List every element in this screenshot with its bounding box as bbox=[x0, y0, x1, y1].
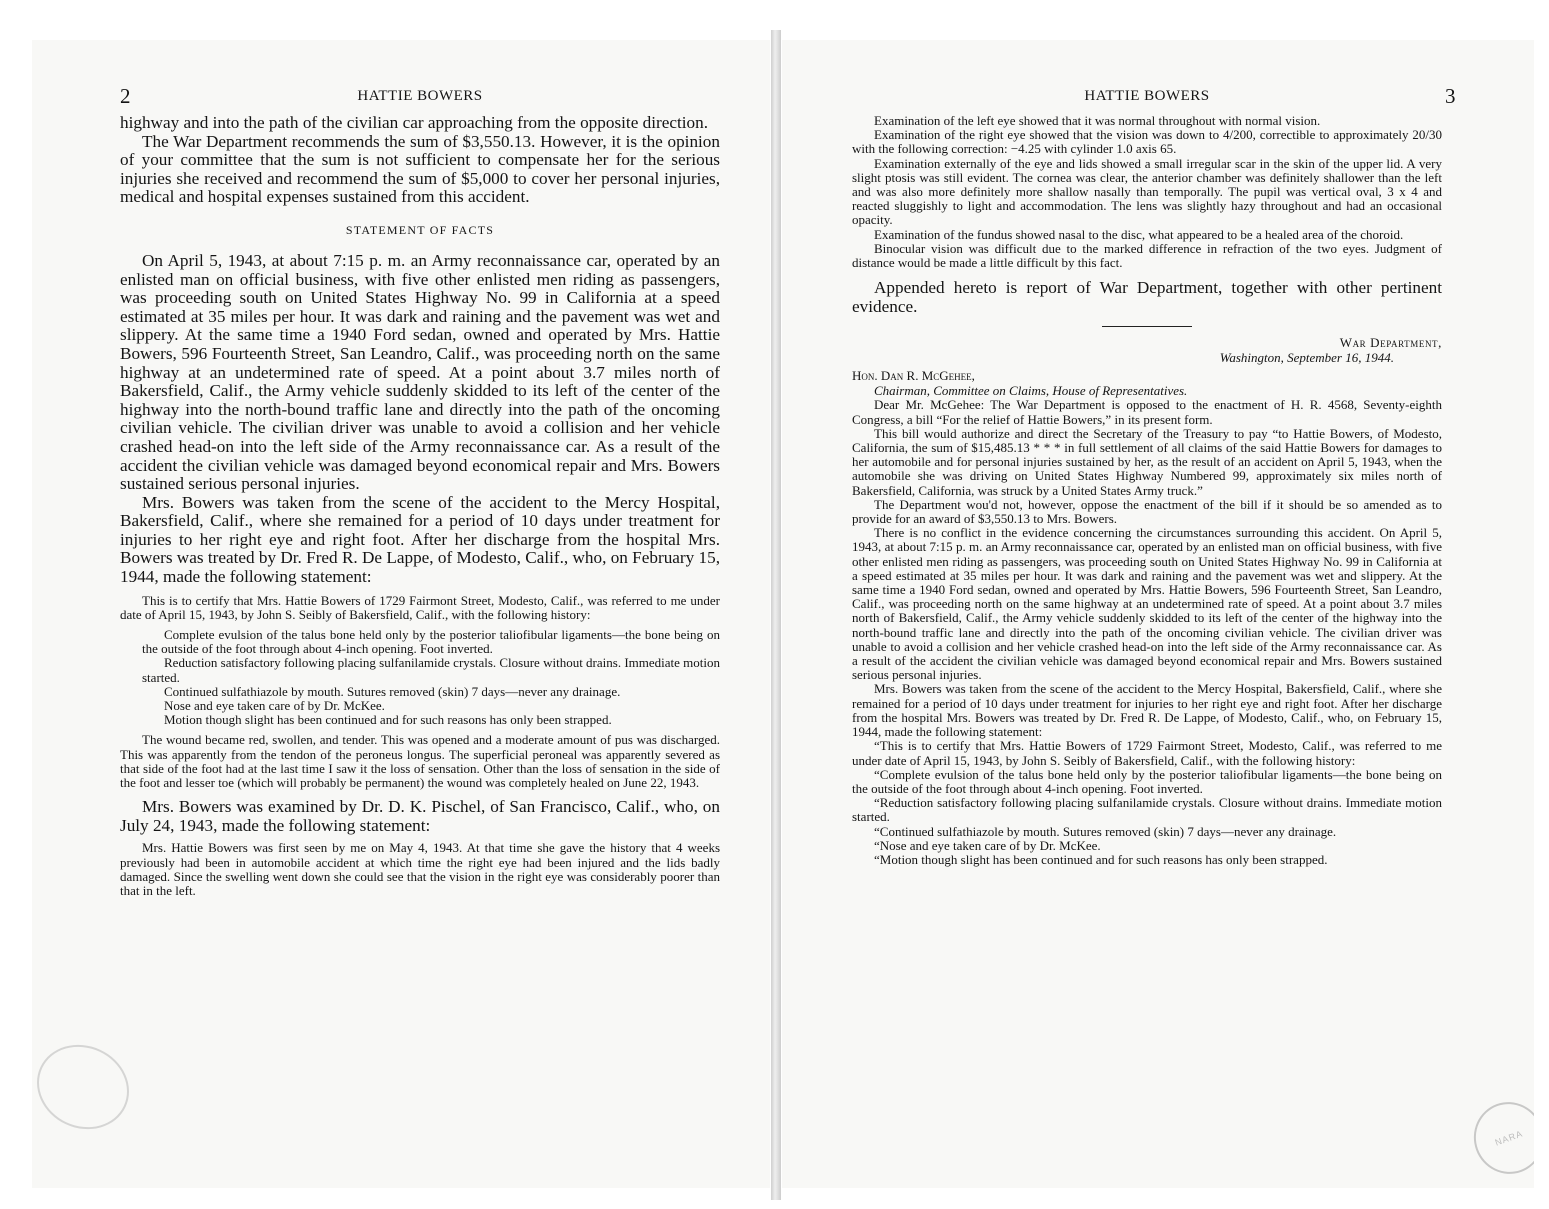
left-page bbox=[32, 40, 770, 1188]
paragraph: Mrs. Bowers was taken from the scene of the accident to the Mercy Hospital, Bakersfield, Calif., where she remained for a period of 10 days under treatment for injuries to her right eye and right foot. After her discharge from the hospital Mrs. Bowers was treated by Dr. Fred R. De Lappe, of Modesto, Calif., who, on February 15, 1944, made the following statement: bbox=[120, 492, 721, 587]
quoted-statement: Mrs. Hattie Bowers was first seen by me on May 4, 1943. At that time she gave the history that 4 weeks previously had been in automobile accident at which time the right eye had been injured and the lids badly damaged. Since the swelling went down she could see that the vision in the right eye was considerably poorer than that in the left. bbox=[120, 840, 720, 899]
left-page-content bbox=[120, 84, 721, 899]
letter-paragraph: Dear Mr. McGehee: The War Department is opposed to the enactment of H. R. 4568, Seventy-eighth Congress, a bill “For the relief of Hattie Bowers,” in its present form. bbox=[852, 397, 1442, 427]
exam-item: Binocular vision was difficult due to the marked difference in refraction of the two eyes. Judgment of distance would be made a little difficult by this fact. bbox=[852, 240, 1442, 271]
page-number: 3 bbox=[1445, 84, 1456, 108]
letterhead bbox=[852, 335, 1442, 365]
paragraph: highway and into the path of the civilian car approaching from the opposite direction. bbox=[120, 113, 709, 132]
letter-paragraph: This bill would authorize and direct the Secretary of the Treasury to pay “to Hattie Bowers, of Modesto, California, the sum of $15,485.13 * * * in full settlement of all claims of the said Hattie Bowers for damages to her automobile and for personal injuries sustained by her, as the result of an accident on April 5, 1943, when the automobile she was driving on United States Highway Numbered 99, approximately six miles north of Bakersfield, California, was struck by a United States Army truck.” bbox=[852, 425, 1442, 498]
letter-paragraph: There is no conflict in the evidence concerning the circumstances surrounding this accident. On April 5, 1943, at about 7:15 p. m. an Army reconnaissance car, operated by an enlisted man on official business, with five other enlisted men riding as passengers, was proceeding south on United States Highway No. 99 in California at a speed estimated at 35 miles per hour. It was dark and raining and the pavement was wet and slippery. At the same time a 1940 Ford sedan, owned and operated by Mrs. Hattie Bowers, 596 Fourteenth Street, San Leandro, Calif., was proceeding north on the same highway at an undetermined rate of speed. At a point about 3.7 miles north of Bakersfield, Calif., the Army vehicle suddenly skidded to its left of the center of the highway into the north-bound traffic lane and directly into the path of the oncoming civilian vehicle. The civilian driver was unable to avoid a collision and her vehicle crashed head-on into the left side of the Army reconnaissance car. As a result of the accident the civilian vehicle was damaged beyond economical repair and Mrs. Bowers sustained serious personal injuries. bbox=[852, 525, 1442, 683]
exam-item: Examination of the left eye showed that it was normal throughout with normal vision. bbox=[874, 113, 1321, 128]
running-head-title: HATTIE BOWERS bbox=[357, 88, 483, 104]
paragraph: Appended hereto is report of War Department, together with other pertinent evidence. bbox=[852, 278, 1442, 316]
right-page-content bbox=[852, 84, 1456, 867]
book-gutter bbox=[771, 30, 781, 1200]
history-item: “Nose and eye taken care of by Dr. McKee. bbox=[874, 837, 1101, 853]
addressee-name: Hon. Dan R. McGehee, bbox=[852, 368, 975, 384]
running-head bbox=[120, 84, 720, 114]
stamp-label: NARA bbox=[1493, 1128, 1525, 1148]
letter-paragraph: “This is to certify that Mrs. Hattie Bowers of 1729 Fairmont Street, Modesto, Calif., was referred to me under date of April 15, 1943, by John S. Seibly of Bakersfield, Calif., with the following history: bbox=[852, 738, 1442, 768]
history-item: Complete evulsion of the talus bone held only by the posterior taliofibular ligaments—the bone being on the outside of the foot through about 4-inch opening. Foot inverted. bbox=[142, 627, 720, 657]
archive-stamp-icon bbox=[32, 1030, 143, 1144]
paragraph: Mrs. Bowers was examined by Dr. D. K. Pischel, of San Francisco, Calif., who, on July 24, 1943, made the following statement: bbox=[120, 797, 720, 835]
letter-paragraph: Mrs. Bowers was taken from the scene of the accident to the Mercy Hospital, Bakersfield, Calif., where she remained for a period of 10 days under treatment for injuries to her right eye and right foot. After her discharge from the hospital Mrs. Bowers was treated by Dr. Fred R. De Lappe, of Modesto, Calif., who, on February 15, 1944, made the following statement: bbox=[852, 681, 1442, 740]
running-head-title: HATTIE BOWERS bbox=[1084, 88, 1210, 104]
history-item: “Motion though slight has been continued and for such reasons has only been strapped. bbox=[874, 851, 1328, 867]
exam-item: Examination of the fundus showed nasal to the disc, what appeared to be a healed area of the choroid. bbox=[874, 226, 1404, 242]
page-number: 2 bbox=[120, 84, 131, 108]
exam-item: Examination of the right eye showed that the vision was down to 4/200, correctible to approximately 20/30 with the following correction: −4.25 with cylinder 1.0 axis 65. bbox=[852, 127, 1442, 157]
letterhead-date: Washington, September 16, 1944. bbox=[1219, 350, 1394, 366]
right-page bbox=[782, 40, 1534, 1188]
history-item: Nose and eye taken care of by Dr. McKee. bbox=[164, 698, 385, 714]
history-item: “Continued sulfathiazole by mouth. Sutures removed (skin) 7 days—never any drainage. bbox=[874, 823, 1337, 839]
section-heading: STATEMENT OF FACTS bbox=[345, 222, 495, 237]
eye-examination bbox=[852, 114, 1442, 270]
exam-item: Examination externally of the eye and lids showed a small irregular scar in the skin of the upper lid. A very slight ptosis was still evident. The cornea was clear, the anterior chamber was definitely shallower than the left and was also more definitely more shallow nasally than temporally. The pupil was vertical oval, 3 x 4 and reacted sluggishly to light and accommodation. The lens was slightly hazy throughout and had an occasional opacity. bbox=[852, 155, 1442, 228]
history-item: Motion though slight has been continued and for such reasons has only been strapped. bbox=[164, 712, 612, 728]
addressee-title: Chairman, Committee on Claims, House of Representatives. bbox=[874, 382, 1188, 398]
quoted-statement: The wound became red, swollen, and tender. This was opened and a moderate amount of pus was discharged. This was apparently from the tendon of the peroneus longus. The superficial peroneal was apparently severed as that side of the foot had at the last time I saw it the loss of sensation. Other than the loss of sensation in the side of the foot and lesser toe (which will probably be permanent) the wound was completely healed on June 22, 1943. bbox=[120, 732, 720, 791]
paragraph: On April 5, 1943, at about 7:15 p. m. an Army reconnaissance car, operated by an enlisted man on official business, with five other enlisted men riding as passengers, was proceeding south on United States Highway No. 99 in California at a speed estimated at 35 miles per hour. It was dark and raining and the pavement was wet and slippery. At the same time a 1940 Ford sedan, owned and operated by Mrs. Hattie Bowers, 596 Fourteenth Street, San Leandro, Calif., was proceeding north on the same highway at an undetermined rate of speed. At a point about 3.7 miles north of Bakersfield, Calif., the Army vehicle suddenly skidded to its left of the center of the highway into the north-bound traffic lane and directly into the path of the oncoming civilian vehicle. The civilian driver was unable to avoid a collision and her vehicle crashed head-on into the left side of the Army reconnaissance car. As a result of the accident the civilian vehicle was damaged beyond economical repair and Mrs. Bowers sustained serious personal injuries. bbox=[120, 250, 720, 494]
divider bbox=[1102, 326, 1192, 327]
letter-body bbox=[852, 398, 1442, 867]
history-item: Reduction satisfactory following placing sulfanilamide crystals. Closure without drains. Immediate motion started. bbox=[142, 655, 720, 685]
nara-stamp-icon bbox=[1464, 1092, 1534, 1184]
addressee bbox=[852, 369, 1442, 398]
paragraph: The War Department recommends the sum of $3,550.13. However, it is the opinion of your committee that the sum is not sufficient to compensate her for the serious injuries she received and recommend the sum of $5,000 to cover her personal injuries, medical and hospital expenses sustained from this accident. bbox=[120, 131, 720, 207]
quoted-statement: This is to certify that Mrs. Hattie Bowers of 1729 Fairmont Street, Modesto, Calif., was referred to me under date of April 15, 1943, by John S. Seibly of Bakersfield, Calif., with the following history: bbox=[120, 592, 720, 622]
letter-paragraph: The Department wou'd not, however, oppose the enactment of the bill if it should be so amended as to provide for an award of $3,550.13 to Mrs. Bowers. bbox=[852, 496, 1442, 527]
running-head bbox=[852, 84, 1456, 114]
letterhead-department: War Department, bbox=[1339, 335, 1442, 351]
history-item: Continued sulfathiazole by mouth. Sutures removed (skin) 7 days—never any drainage. bbox=[164, 683, 621, 699]
history-list bbox=[120, 628, 720, 727]
history-item: “Complete evulsion of the talus bone held only by the posterior taliofibular ligaments—the bone being on the outside of the foot through about 4-inch opening. Foot inverted. bbox=[852, 766, 1442, 796]
history-item: “Reduction satisfactory following placing sulfanilamide crystals. Closure without drains. Immediate motion started. bbox=[852, 795, 1442, 825]
